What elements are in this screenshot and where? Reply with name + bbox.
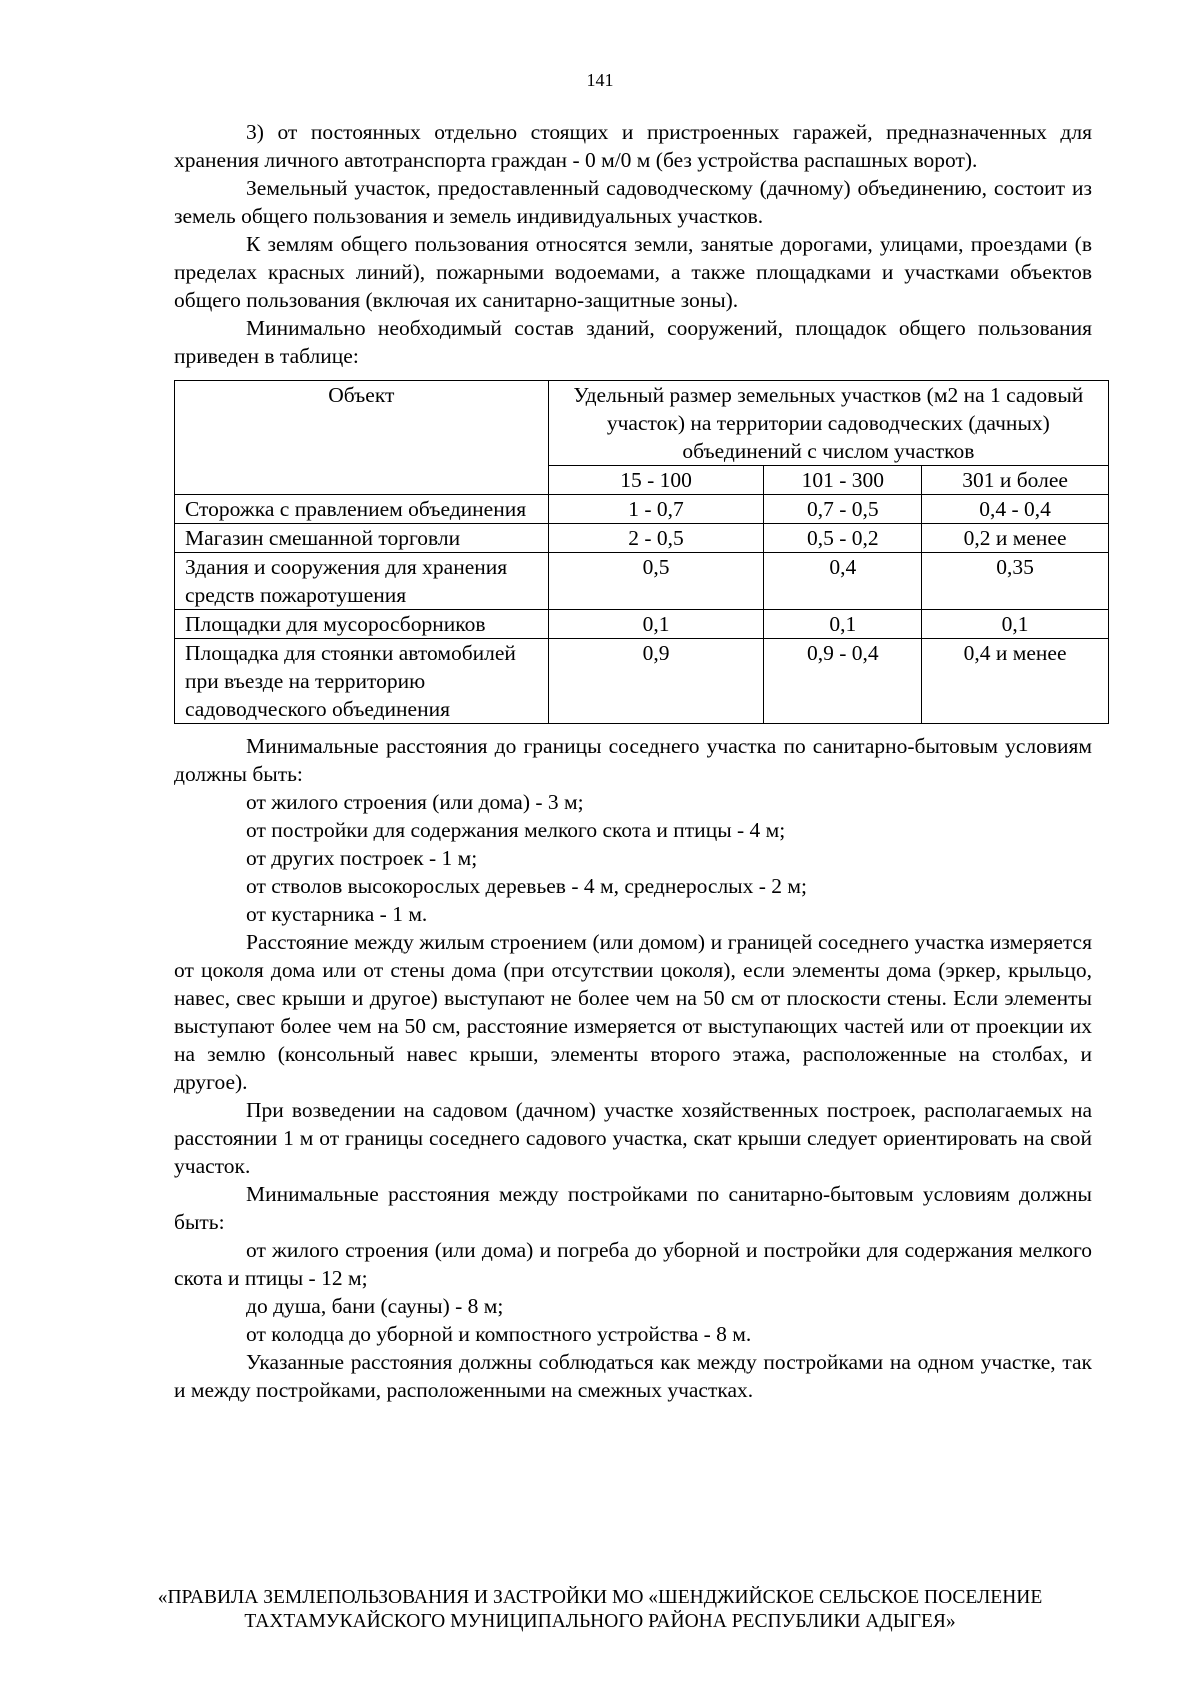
table-header-object: Объект xyxy=(175,381,549,495)
table-row xyxy=(175,610,1109,639)
table-cell-object: Площадки для мусоросборников xyxy=(175,610,549,639)
table-cell: 0,4 xyxy=(764,553,922,610)
table-cell: 0,1 xyxy=(764,610,922,639)
list-item: до душа, бани (сауны) - 8 м; xyxy=(246,1294,504,1318)
table-cell: 0,7 - 0,5 xyxy=(764,495,922,524)
norms-table xyxy=(174,380,1109,724)
paragraph-common-lands: К землям общего пользования относятся земли, занятые дорогами, улицами, проездами (в пределах красных линий), пожарными водоемами, а также площадками и участками объектов общего пользования (включая их санитарно-защитные зоны). xyxy=(174,232,1092,312)
table-cell: 0,1 xyxy=(548,610,764,639)
list-item: от жилого строения (или дома) и погреба до уборной и постройки для содержания мелкого скота и птицы - 12 м; xyxy=(174,1238,1092,1290)
list-item: от других построек - 1 м; xyxy=(246,846,478,870)
list-item: от стволов высокорослых деревьев - 4 м, среднерослых - 2 м; xyxy=(246,874,807,898)
table-column-header: 101 - 300 xyxy=(764,466,922,495)
table-cell: 0,4 - 0,4 xyxy=(922,495,1109,524)
table-cell: 2 - 0,5 xyxy=(548,524,764,553)
document-footer xyxy=(0,1586,1200,1634)
paragraph-buildings-intro: Минимальные расстояния между постройками по санитарно-бытовым условиям должны быть: xyxy=(174,1182,1092,1234)
list-item: от колодца до уборной и компостного устройства - 8 м. xyxy=(246,1322,752,1346)
paragraph-distances-intro: Минимальные расстояния до границы соседнего участка по санитарно-бытовым условиям должны быть: xyxy=(174,734,1092,786)
list-item: от постройки для содержания мелкого скота и птицы - 4 м; xyxy=(246,818,786,842)
table-column-header: 15 - 100 xyxy=(548,466,764,495)
paragraph-land-plot: Земельный участок, предоставленный садоводческому (дачному) объединению, состоит из земель общего пользования и земель индивидуальных участков. xyxy=(174,176,1092,228)
table-cell: 1 - 0,7 xyxy=(548,495,764,524)
footer-line-1: «ПРАВИЛА ЗЕМЛЕПОЛЬЗОВАНИЯ И ЗАСТРОЙКИ МО «ШЕНДЖИЙСКОЕ СЕЛЬСКОЕ ПОСЕЛЕНИЕ xyxy=(157,1587,1043,1608)
table-cell: 0,9 xyxy=(548,639,764,724)
table-cell: 0,1 xyxy=(922,610,1109,639)
table-column-header: 301 и более xyxy=(922,466,1109,495)
table-header-size: Удельный размер земельных участков (м2 на 1 садовый участок) на территории садоводческих (дачных) объединений с числом участков xyxy=(548,381,1108,466)
paragraph-final: Указанные расстояния должны соблюдаться как между постройками на одном участке, так и между постройками, расположенными на смежных участках. xyxy=(174,1350,1092,1402)
table-cell: 0,2 и менее xyxy=(922,524,1109,553)
table-header-row xyxy=(175,381,1109,466)
footer-line-2: ТАХТАМУКАЙСКОГО МУНИЦИПАЛЬНОГО РАЙОНА РЕСПУБЛИКИ АДЫГЕЯ» xyxy=(244,1611,956,1632)
table-row xyxy=(175,553,1109,610)
document-body xyxy=(174,118,1092,1404)
paragraph-garages: 3) от постоянных отдельно стоящих и пристроенных гаражей, предназначенных для хранения личного автотранспорта граждан - 0 м/0 м (без устройства распашных ворот). xyxy=(174,120,1092,172)
table-row xyxy=(175,524,1109,553)
page-number: 141 xyxy=(586,70,614,90)
paragraph-measure: Расстояние между жилым строением (или домом) и границей соседнего участка измеряется от цоколя дома или от стены дома (при отсутствии цоколя), если элементы дома (эркер, крыльцо, навес, свес крыши и другое) выступают не более чем на 50 см от плоскости стены. Если элементы выступают более чем на 50 см, расстояние измеряется от выступающих частей или от проекции их на землю (консольный навес крыши, элементы второго этажа, расположенные на столбах, и другое). xyxy=(174,930,1092,1094)
paragraph-roof: При возведении на садовом (дачном) участке хозяйственных построек, располагаемых на расстоянии 1 м от границы соседнего садового участка, скат крыши следует ориентировать на свой участок. xyxy=(174,1098,1092,1178)
list-item: от кустарника - 1 м. xyxy=(246,902,428,926)
table-cell: 0,5 - 0,2 xyxy=(764,524,922,553)
table-cell-object: Площадка для стоянки автомобилей при въезде на территорию садоводческого объединения xyxy=(175,639,549,724)
table-cell: 0,35 xyxy=(922,553,1109,610)
list-item: от жилого строения (или дома) - 3 м; xyxy=(246,790,584,814)
paragraph-table-intro: Минимально необходимый состав зданий, сооружений, площадок общего пользования приведен в таблице: xyxy=(174,316,1092,368)
table-cell-object: Магазин смешанной торговли xyxy=(175,524,549,553)
table-row xyxy=(175,495,1109,524)
table-cell-object: Здания и сооружения для хранения средств пожаротушения xyxy=(175,553,549,610)
table-cell: 0,9 - 0,4 xyxy=(764,639,922,724)
table-cell-object: Сторожка с правлением объединения xyxy=(175,495,549,524)
table-row xyxy=(175,639,1109,724)
table-cell: 0,4 и менее xyxy=(922,639,1109,724)
table-cell: 0,5 xyxy=(548,553,764,610)
